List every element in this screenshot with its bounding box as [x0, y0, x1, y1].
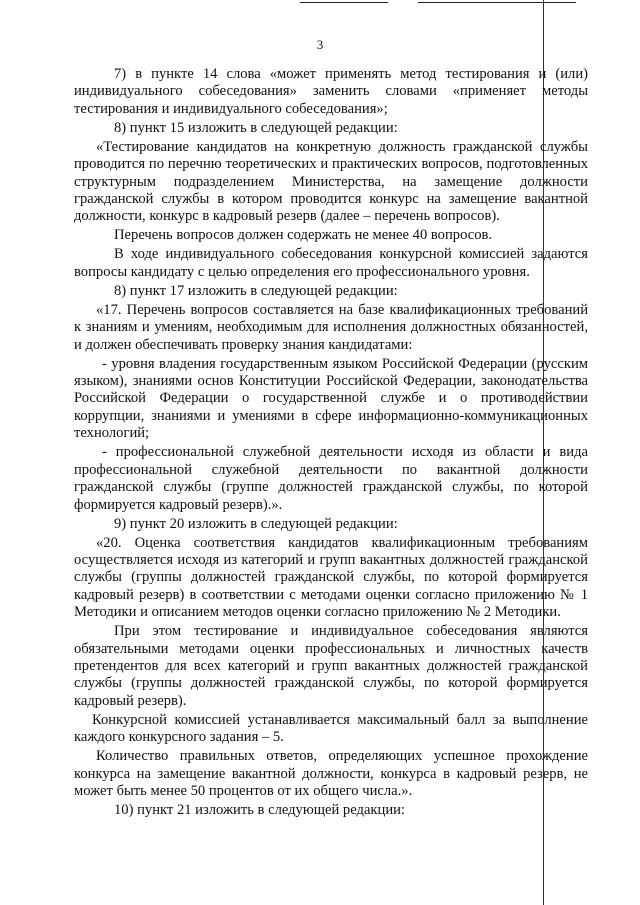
paragraph-item-20-heading: 9) пункт 20 изложить в следующей редакции:: [114, 515, 398, 532]
paragraph-testing: «Тестирование кандидатов на конкретную должность гражданской службы проводится по перечню теоретических и практических вопросов, подготовленных структурным подразделением Министерства, на замещение должности гражданской службы в котором проводится конкурс на замещение вакантной должности, конкурс в кадровый резерв (далее – перечень вопросов).: [74, 138, 588, 225]
scan-edge-line: [300, 2, 388, 3]
paragraph-item-20: «20. Оценка соответствия кандидатов квалификационным требованиям осуществляется исходя из категорий и групп вакантных должностей гражданской службы (группы должностей гражданской службы, по которой формируется кадровый резерв) в соответствии с методами оценки согласно приложению № 1 Методики и описанием методов оценки согласно приложению № 2 Методики.: [74, 534, 588, 621]
paragraph-correct-answers: Количество правильных ответов, определяющих успешное прохождение конкурса на замещение вакантной должности, конкурса в кадровый резерв, не может быть менее 50 процентов от их общего числа.».: [74, 748, 588, 799]
paragraph-item-7: 7) в пункте 14 слова «может применять метод тестирования и (или) индивидуального собеседования» заменить словами «применяет методы тестирования и индивидуального собеседования»;: [74, 66, 588, 117]
page-number: 3: [316, 37, 324, 52]
paragraph-interview: В ходе индивидуального собеседования конкурсной комиссией задаются вопросы кандидату с целью определения его профессионального уровня.: [74, 246, 588, 280]
paragraph-item-8-heading: 8) пункт 15 изложить в следующей редакции:: [114, 119, 398, 136]
document-body: [74, 66, 588, 821]
paragraph-item-17-heading: 8) пункт 17 изложить в следующей редакции:: [114, 282, 398, 299]
paragraph-bullet-language: - уровня владения государственным языком Российской Федерации (русским языком), знаниями основ Конституции Российской Федерации, законодательства Российской Федерации о государственной службе и о противодействии коррупции, знаниями и умениями в сфере информационно-коммуникационных технологий;: [74, 355, 588, 442]
paragraph-mandatory-methods: При этом тестирование и индивидуальное собеседования являются обязательными методами оценки профессиональных и личностных качеств претендентов для всех категорий и групп вакантных должностей гражданской службы (группы должностей гражданской службы, по которой формируется кадровый резерв).: [74, 623, 588, 709]
paragraph-question-count: Перечень вопросов должен содержать не менее 40 вопросов.: [114, 227, 493, 244]
paragraph-item-17: «17. Перечень вопросов составляется на базе квалификационных требований к знаниям и умениям, необходимым для исполнения должностных обязанностей, и должен обеспечивать проверку знания кандидатами:: [74, 301, 588, 353]
paragraph-max-score: Конкурсной комиссией устанавливается максимальный балл за выполнение каждого конкурсного задания – 5.: [74, 711, 588, 746]
paragraph-bullet-professional: - профессиональной служебной деятельности исходя из области и вида профессиональной служебной деятельности по вакантной должности гражданской службы (группе должностей гражданской службы, по которой формируется кадровый резерв).».: [74, 444, 588, 513]
paragraph-item-21-heading: 10) пункт 21 изложить в следующей редакции:: [114, 801, 405, 818]
scan-edge-line: [418, 2, 576, 3]
